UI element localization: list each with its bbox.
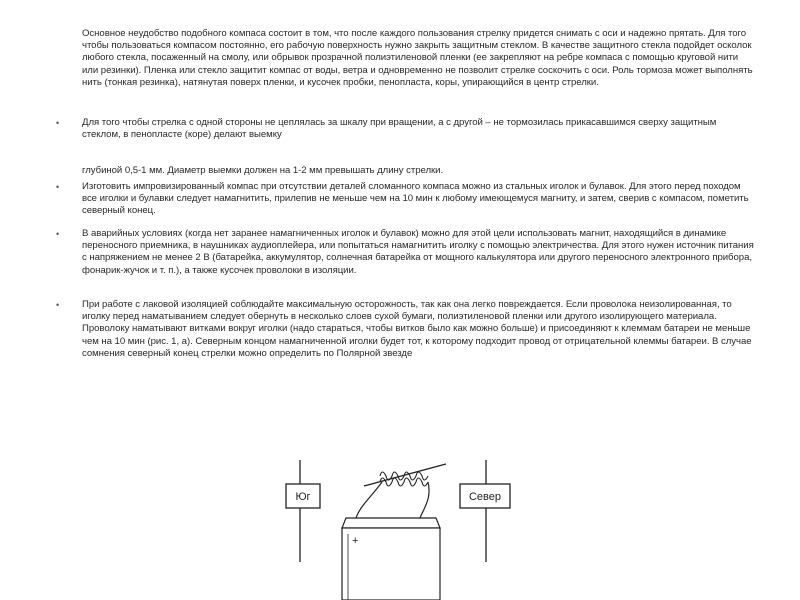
coil-wire-left [356, 482, 382, 518]
bullet-marker: • [56, 182, 60, 192]
wire-coil [380, 472, 428, 486]
bullet-marker: • [56, 300, 60, 310]
coil-wire-right [420, 482, 429, 518]
paragraph-bullet-2: Изготовить импровизированный компас при отсутствии деталей сломанного компаса можно из стальных иголок и булавок. Для этого перед походом все иголки и булавки следует намагнитить, прилепив не меньше чем на 10 мин к любому имеющемуся магниту, и затем, сверив с компасом, пометить северный конец. [82, 181, 749, 217]
battery-plus-sign: + [352, 535, 359, 547]
paragraph-bullet-1: Для того чтобы стрелка с одной стороны не цеплялась за шкалу при вращении, а с другой – не тормозилась прикасавшимся сверху защитным стеклом, в пенопласте (коре) делают выемку [82, 117, 717, 141]
needle [364, 464, 446, 486]
bullet-marker: • [56, 229, 60, 239]
south-label: Юг [295, 491, 311, 503]
paragraph-bullet-3: В аварийных условиях (когда нет заранее намагниченных иголок и булавок) можно для этой цели использовать магнит, находящийся в динамике переносного приемника, в наушниках аудиоплейера, или попытаться намагнитить иголку с помощью электричества. Для этого нужен источник питания с напряжением не менее 2 В (батарейка, аккумулятор, солнечная батарейка от мощного калькулятора или другого переносного электронного прибора, фонарик-жучок и т. п.), а также кусочек проволоки в изоляции. [82, 228, 754, 276]
paragraph-depth: глубиной 0,5-1 мм. Диаметр выемки должен на 1-2 мм превышать длину стрелки. [82, 165, 444, 176]
paragraph-bullet-4: При работе с лаковой изоляцией соблюдайте максимальную осторожность, так как она легко повреждается. Если проволока неизолированная, то иголку перед наматыванием следует обернуть в несколько слоев сухой бумаги, полиэтиленовой пленки или другого изолирующего материала. Проволоку наматывают витками вокруг иголки (надо стараться, чтобы витков было как можно больше) и присоединяют к клеммам батареи не меньше чем на 10 мин (рис. 1, а). Северным концом намагниченной иголки будет тот, к которому подходит провод от отрицательной клеммы батареи. В случае сомнения северный конец стрелки можно определить по Полярной звезде [82, 299, 752, 359]
paragraph-intro: Основное неудобство подобного компаса состоит в том, что после каждого пользования стрелку придется снимать с оси и надежно прятать. Для того чтобы пользоваться компасом постоянно, его рабочую поверхность нужно закрыть защитным стеклом. В качестве защитного стекла подойдет осколок любого стекла, посаженный на смолу, или обрывок прозрачной полиэтиленовой пленки (ее закрепляют на ребре компаса с помощью круговой нити или резинки). Пленка или стекло защитит компас от воды, ветра и одновременно не позволит стрелке соскочить с оси. Роль тормоза может выполнять нить (тонкая резинка), натянутая поверх пленки, и кусочек пробки, пенопласта, коры, упирающийся в центр стрелки. [82, 28, 753, 88]
needle-magnetization-figure [260, 452, 520, 600]
north-label: Север [468, 491, 502, 503]
battery-top [342, 518, 440, 528]
bullet-marker: • [56, 118, 60, 128]
